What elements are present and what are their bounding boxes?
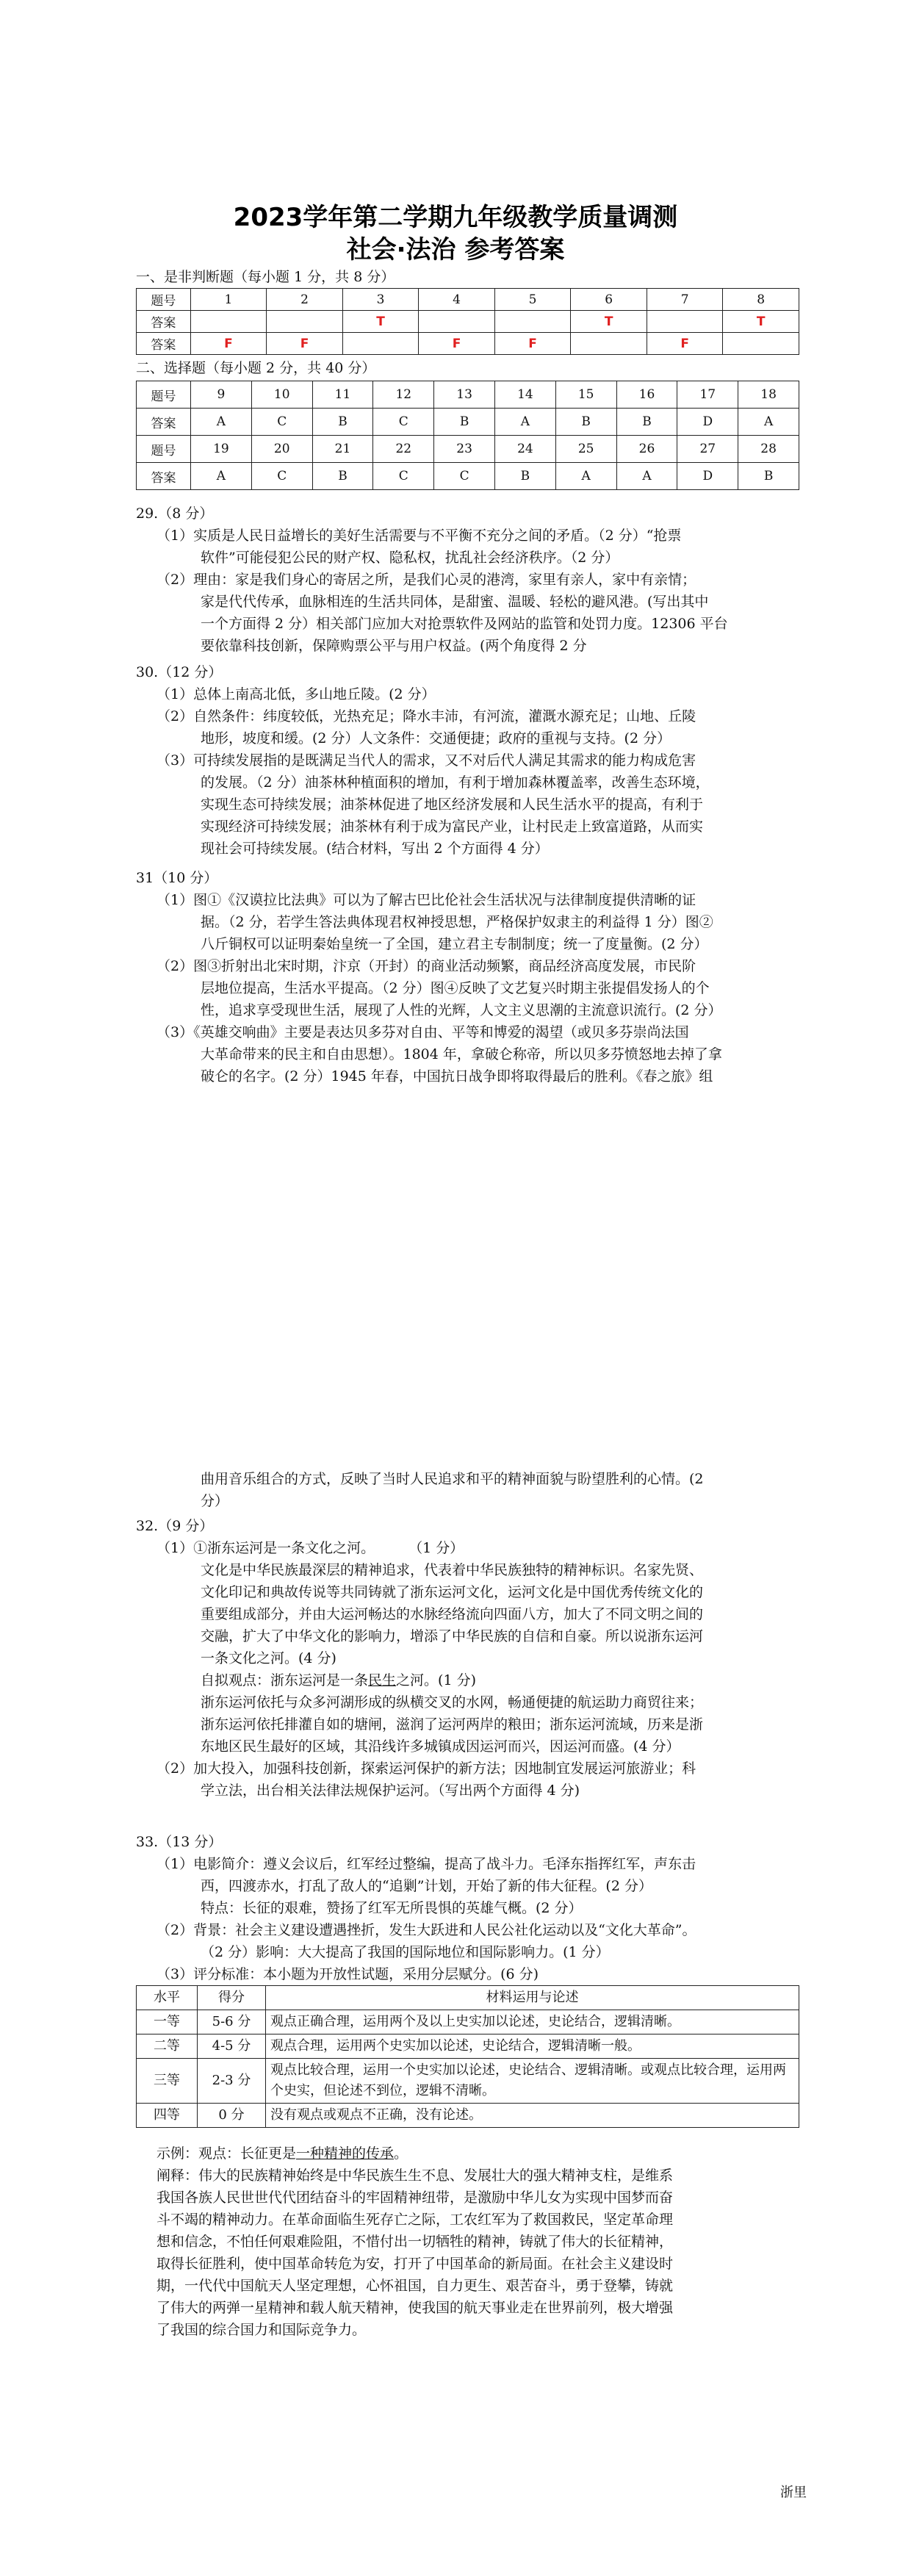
answer-cell: C — [373, 409, 434, 436]
answer-cell — [647, 311, 723, 333]
example-suffix: 。 — [394, 2145, 408, 2162]
question-heading: 31（10 分） — [136, 870, 218, 886]
table-cell: 4 — [419, 289, 495, 311]
answer-cell: F — [190, 333, 267, 355]
example-prefix: 示例：观点：长征更是 — [156, 2145, 297, 2162]
answer-line: （2）自然条件：纬度较低，光热充足；降水丰沛，有河流，灌溉水源充足；山地、丘陵 — [156, 708, 696, 724]
table-row — [137, 333, 799, 355]
answer-cell: T — [723, 311, 799, 333]
answer-line: 实现经济可持续发展；油茶林有利于成为富民产业，让村民走上致富道路，从而实 — [201, 819, 704, 835]
answer-line: 取得长征胜利，使中国革命转危为安，打开了中国革命的新局面。在社会主义建设时 — [156, 2256, 674, 2272]
multiple-choice-table — [136, 381, 799, 490]
answer-line: 斗不竭的精神动力。在革命面临生死存亡之际，工农红军为了救国救民，坚定革命理 — [156, 2212, 674, 2228]
part1-heading: 一、是非判断题（每小题 1 分，共 8 分） — [136, 269, 395, 285]
answer-line: 交融，扩大了中华文化的影响力，增添了中华民族的自信和自豪。所以说浙东运河 — [201, 1628, 704, 1644]
true-false-table — [136, 288, 799, 355]
rubric-level: 一等 — [137, 2010, 198, 2034]
answer-cell: A — [191, 409, 252, 436]
answer-line: 想和信念，不怕任何艰难险阻，不惜付出一切牺牲的精神，铸就了伟大的长征精神， — [156, 2234, 674, 2250]
table-row — [137, 2010, 799, 2034]
answer-line: 东地区民生最好的区域，其沿线许多城镇成因运河而兴，因运河而盛。(4 分） — [201, 1738, 680, 1755]
answer-cell — [190, 311, 267, 333]
answer-line: （3）可持续发展指的是既满足当代人的需求，又不对后代人满足其需求的能力构成危害 — [156, 752, 696, 769]
answer-line: 学立法，出台相关法律法规保护运河。（写出两个方面得 4 分) — [201, 1782, 580, 1799]
answer-line: 了伟大的两弹一星精神和载人航天精神，使我国的航天事业走在世界前列，极大增强 — [156, 2300, 674, 2316]
answer-cell — [419, 311, 495, 333]
answer-line: （1）图①《汉谟拉比法典》可以为了解古巴比伦社会生活状况与法律制度提供清晰的证 — [156, 892, 696, 908]
table-cell: 20 — [251, 436, 312, 463]
answer-line: （2）理由：家是我们身心的寄居之所，是我们心灵的港湾，家里有亲人，家中有亲情； — [156, 572, 696, 588]
rubric-level: 四等 — [137, 2104, 198, 2128]
answer-line: 重要组成部分，并由大运河畅达的水脉经络流向四面八方，加大了不同文明之间的 — [201, 1606, 704, 1622]
answer-line: 文化印记和典故传说等共同铸就了浙东运河文化，运河文化是中国优秀传统文化的 — [201, 1584, 704, 1600]
answer-line: 软件”可能侵犯公民的财产权、隐私权，扰乱社会经济秩序。（2 分） — [201, 550, 619, 566]
answer-line: 分） — [201, 1493, 229, 1509]
answer-cell — [494, 311, 571, 333]
answer-cell: A — [555, 463, 616, 490]
table-cell: 12 — [373, 381, 434, 409]
score-note: （1 分） — [408, 1540, 464, 1556]
table-cell: 16 — [616, 381, 677, 409]
rubric-header: 水平 — [137, 1986, 198, 2010]
answer-line: 层地位提高，生活水平提高。（2 分）图④反映了文艺复兴时期主张提倡发扬人的个 — [201, 980, 710, 996]
answer-line: 的发展。（2 分）油茶林种植面积的增加，有利于增加森林覆盖率，改善生态环境， — [201, 774, 710, 791]
row-label: 题号 — [137, 436, 191, 463]
answer-line: 曲用音乐组合的方式，反映了当时人民追求和平的精神面貌与盼望胜利的心情。(2 — [201, 1471, 704, 1487]
answer-line: 文化是中华民族最深层的精神追求，代表着中华民族独特的精神标识。名家先贤、 — [201, 1562, 704, 1578]
answer-line: 阐释：伟大的民族精神始终是中华民族生生不息、发展壮大的强大精神支柱，是维系 — [156, 2167, 674, 2184]
table-cell: 9 — [191, 381, 252, 409]
custom-viewpoint-suffix: 之河。(1 分) — [396, 1672, 476, 1688]
answer-line: （2）图③折射出北宋时期，汴京（开封）的商业活动频繁，商品经济高度发展，市民阶 — [156, 958, 696, 974]
table-cell: 22 — [373, 436, 434, 463]
answer-cell: A — [494, 409, 555, 436]
table-row — [137, 2104, 799, 2128]
table-row — [137, 463, 799, 490]
answer-line: 实现生态可持续发展；油茶林促进了地区经济发展和人民生活水平的提高，有利于 — [201, 796, 704, 813]
question-30 — [136, 661, 797, 860]
answer-cell: C — [373, 463, 434, 490]
answer-cell — [267, 311, 343, 333]
rubric-description: 观点比较合理，运用一个史实加以论述，史论结合、逻辑清晰。或观点比较合理，运用两个史实，但论述不到位，逻辑不清晰。 — [266, 2059, 799, 2104]
table-cell: 5 — [494, 289, 571, 311]
rubric-description: 没有观点或观点不正确，没有论述。 — [266, 2104, 799, 2128]
answer-cell: B — [555, 409, 616, 436]
table-cell: 7 — [647, 289, 723, 311]
rubric-level: 三等 — [137, 2059, 198, 2104]
answer-line: 我国各族人民世世代代团结奋斗的牢固精神纽带，是激励中华儿女为实现中国梦而奋 — [156, 2190, 674, 2206]
table-cell: 19 — [191, 436, 252, 463]
custom-viewpoint-keyword: 民生 — [368, 1672, 397, 1688]
answer-cell: B — [312, 409, 373, 436]
question-heading: 32.（9 分） — [136, 1518, 214, 1534]
question-29 — [136, 503, 797, 657]
document-subtitle: 社会·法治 参考答案 — [346, 235, 565, 265]
answer-cell: F — [267, 333, 343, 355]
answer-cell: T — [571, 311, 647, 333]
answer-line: （2 分）影响：大大提高了我国的国际地位和国际影响力。(1 分） — [201, 1944, 610, 1960]
answer-cell: F — [419, 333, 495, 355]
answer-line: 性，追求享受现世生活，展现了人性的光辉，人文主义思潮的主流意识流行。(2 分） — [201, 1002, 722, 1018]
answer-cell: C — [434, 463, 495, 490]
answer-line: （1）总体上南高北低，多山地丘陵。(2 分） — [156, 686, 436, 702]
answer-line: 据。（2 分，若学生答法典体现君权神授思想，严格保护奴隶主的利益得 1 分）图② — [201, 914, 713, 930]
rubric-score: 2-3 分 — [198, 2059, 266, 2104]
rubric-score: 0 分 — [198, 2104, 266, 2128]
table-row — [137, 311, 799, 333]
example-answer — [136, 2143, 797, 2341]
answer-line: 浙东运河依托与众多河湖形成的纵横交叉的水网，畅通便捷的航运助力商贸往来； — [201, 1694, 704, 1710]
table-cell: 23 — [434, 436, 495, 463]
answer-cell: B — [312, 463, 373, 490]
rubric-header: 得分 — [198, 1986, 266, 2010]
answer-line: （1）实质是人民日益增长的美好生活需要与不平衡不充分之间的矛盾。（2 分）“抢票 — [156, 528, 682, 544]
document-title: 2023学年第二学期九年级教学质量调测 — [233, 203, 678, 232]
row-label: 答案 — [137, 409, 191, 436]
answer-cell: F — [647, 333, 723, 355]
row-label: 答案 — [137, 333, 191, 355]
answer-line: 浙东运河依托排灌自如的塘闸，滋润了运河两岸的粮田；浙东运河流域，历来是浙 — [201, 1716, 704, 1733]
question-heading: 30.（12 分） — [136, 664, 223, 680]
answer-cell: D — [677, 463, 738, 490]
answer-cell: B — [616, 409, 677, 436]
custom-viewpoint-prefix: 自拟观点：浙东运河是一条 — [201, 1672, 369, 1688]
table-cell: 27 — [677, 436, 738, 463]
table-row — [137, 2059, 799, 2104]
answer-cell: C — [251, 463, 312, 490]
answer-line — [136, 2143, 797, 2165]
answer-line: 了我国的综合国力和国际竞争力。 — [156, 2322, 367, 2338]
answer-line: 一个方面得 2 分）相关部门应加大对抢票软件及网站的监管和处罚力度。12306 平台 — [201, 616, 728, 632]
table-cell: 18 — [738, 381, 799, 409]
table-cell: 1 — [190, 289, 267, 311]
scoring-rubric-table — [136, 1985, 799, 2128]
answer-cell: A — [616, 463, 677, 490]
table-row — [137, 436, 799, 463]
answer-line: 破仑的名字。(2 分）1945 年春，中国抗日战争即将取得最后的胜利。《春之旅》组 — [201, 1068, 713, 1084]
answer-cell: A — [191, 463, 252, 490]
table-cell: 2 — [267, 289, 343, 311]
table-cell: 28 — [738, 436, 799, 463]
rubric-description: 观点合理，运用两个史实加以论述，史论结合，逻辑清晰一般。 — [266, 2034, 799, 2059]
viewpoint-text: （1）①浙东运河是一条文化之河。 — [156, 1540, 375, 1556]
answer-cell — [342, 333, 419, 355]
question-31-continued — [136, 1468, 797, 1512]
table-row — [137, 289, 799, 311]
rubric-header: 材料运用与论述 — [266, 1986, 799, 2010]
answer-cell: F — [494, 333, 571, 355]
footer-mark: 浙里 — [780, 2485, 807, 2500]
answer-line: （3）评分标准：本小题为开放性试题，采用分层赋分。(6 分) — [156, 1966, 539, 1982]
answer-cell: D — [677, 409, 738, 436]
answer-line: 现社会可持续发展。(结合材料，写出 2 个方面得 4 分） — [201, 841, 549, 857]
answer-line: （3）《英雄交响曲》主要是表达贝多芬对自由、平等和博爱的渴望（或贝多芬崇尚法国 — [156, 1024, 689, 1040]
table-cell: 25 — [555, 436, 616, 463]
row-label: 题号 — [137, 381, 191, 409]
table-cell: 15 — [555, 381, 616, 409]
table-cell: 26 — [616, 436, 677, 463]
row-label: 答案 — [137, 463, 191, 490]
table-cell: 14 — [494, 381, 555, 409]
answer-line: 要依靠科技创新，保障购票公平与用户权益。(两个角度得 2 分 — [201, 638, 587, 654]
example-viewpoint: 一种精神的传承 — [296, 2145, 395, 2162]
answer-cell: T — [342, 311, 419, 333]
table-cell: 11 — [312, 381, 373, 409]
part2-heading: 二、选择题（每小题 2 分，共 40 分） — [136, 360, 376, 376]
rubric-score: 4-5 分 — [198, 2034, 266, 2059]
answer-cell: B — [494, 463, 555, 490]
answer-line: （2）加大投入，加强科技创新，探索运河保护的新方法；因地制宜发展运河旅游业；科 — [156, 1760, 696, 1777]
answer-cell: B — [738, 463, 799, 490]
answer-line — [136, 1537, 797, 1559]
table-row — [137, 409, 799, 436]
table-cell: 24 — [494, 436, 555, 463]
rubric-description: 观点正确合理，运用两个及以上史实加以论述，史论结合，逻辑清晰。 — [266, 2010, 799, 2034]
answer-line: 西，四渡赤水，打乱了敌人的“追剿”计划，开始了新的伟大征程。(2 分） — [201, 1878, 652, 1894]
row-label: 答案 — [137, 311, 191, 333]
answer-line: 大革命带来的民主和自由思想）。1804 年，拿破仑称帝，所以贝多芬愤怒地去掉了拿 — [201, 1046, 722, 1062]
rubric-level: 二等 — [137, 2034, 198, 2059]
question-32 — [136, 1515, 797, 1802]
answer-cell — [723, 333, 799, 355]
table-cell: 17 — [677, 381, 738, 409]
question-heading: 29.（8 分） — [136, 506, 214, 522]
table-cell: 13 — [434, 381, 495, 409]
answer-cell: B — [434, 409, 495, 436]
table-cell: 6 — [571, 289, 647, 311]
answer-cell — [571, 333, 647, 355]
answer-line: 家是代代传承，血脉相连的生活共同体，是甜蜜、温暖、轻松的避风港。(写出其中 — [201, 594, 709, 610]
row-label: 题号 — [137, 289, 191, 311]
table-row — [137, 1986, 799, 2010]
question-31 — [136, 867, 797, 1087]
question-heading: 33.（13 分） — [136, 1834, 223, 1850]
rubric-score: 5-6 分 — [198, 2010, 266, 2034]
answer-line: （1）电影简介：遵义会议后，红军经过整编，提高了战斗力。毛泽东指挥红军，声东击 — [156, 1856, 696, 1872]
answer-line: 地形，坡度和缓。(2 分）人文条件：交通便捷；政府的重视与支持。(2 分） — [201, 730, 671, 746]
answer-line: 特点：长征的艰难，赞扬了红军无所畏惧的英雄气概。(2 分） — [201, 1900, 583, 1916]
table-cell: 3 — [342, 289, 419, 311]
answer-line: （2）背景：社会主义建设遭遇挫折，发生大跃进和人民公社化运动以及“文化大革命”。 — [156, 1922, 696, 1938]
answer-line — [136, 1669, 797, 1691]
answer-line: 一条文化之河。(4 分) — [201, 1650, 336, 1666]
table-row — [137, 381, 799, 409]
answer-line: 八斤铜权可以证明秦始皇统一了全国，建立君主专制制度；统一了度量衡。(2 分） — [201, 936, 708, 952]
answer-cell: A — [738, 409, 799, 436]
table-cell: 10 — [251, 381, 312, 409]
question-33 — [136, 1831, 797, 1985]
answer-cell: C — [251, 409, 312, 436]
answer-line: 期，一代代中国航天人坚定理想，心怀祖国，自力更生、艰苦奋斗，勇于登攀，铸就 — [156, 2278, 674, 2294]
table-cell: 21 — [312, 436, 373, 463]
table-cell: 8 — [723, 289, 799, 311]
table-row — [137, 2034, 799, 2059]
